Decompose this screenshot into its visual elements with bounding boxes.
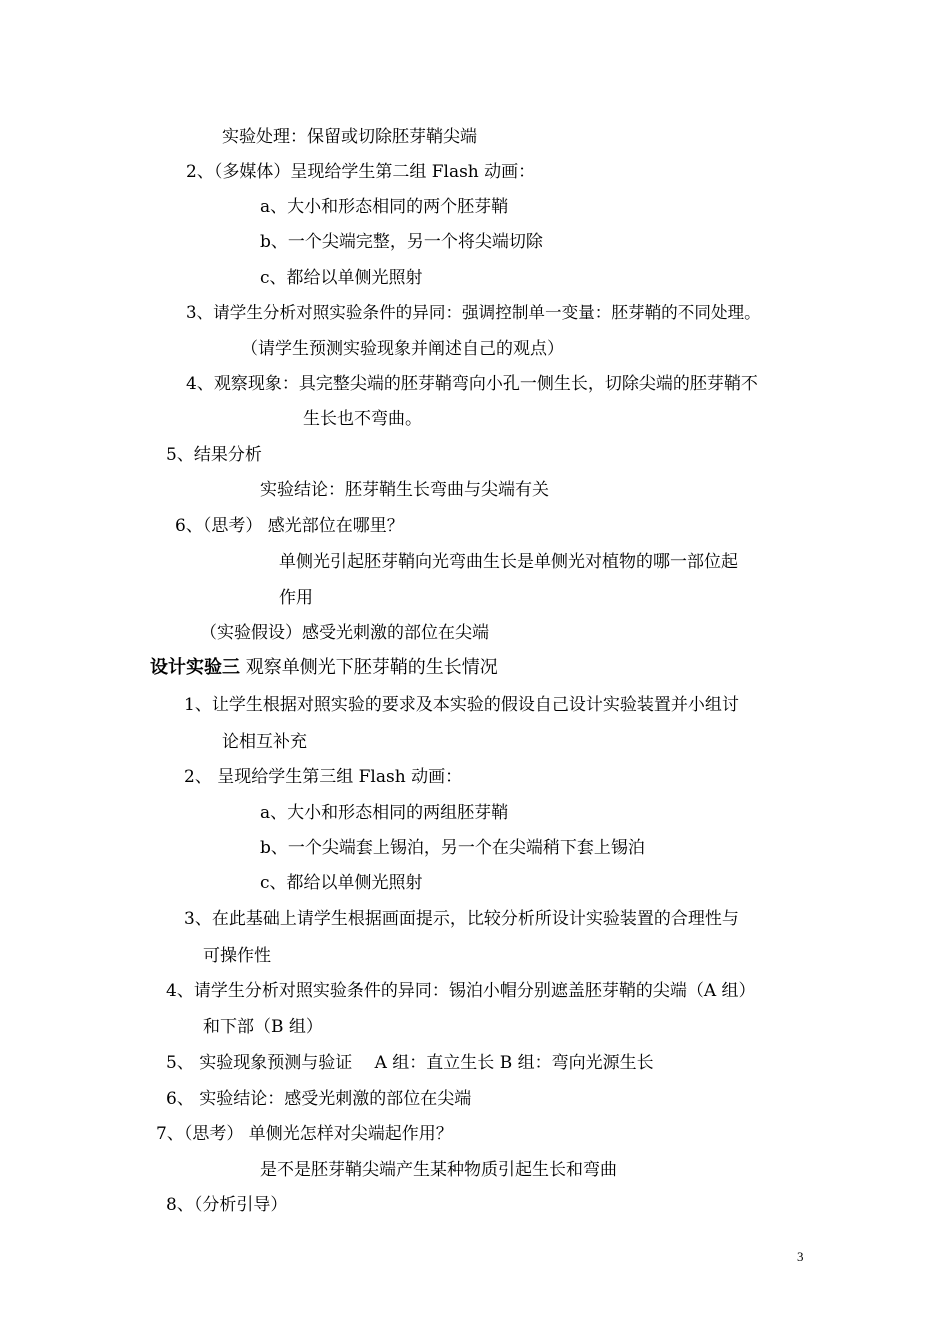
text-line: 作用 (279, 588, 313, 608)
text-line: 4、请学生分析对照实验条件的异同：锡泊小帽分别遮盖胚芽鞘的尖端（A 组） (166, 981, 756, 1001)
text-line: b、一个尖端完整，另一个将尖端切除 (260, 232, 543, 252)
text-line: 2、 呈现给学生第三组 Flash 动画： (184, 767, 463, 787)
text-line: c、都给以单侧光照射 (260, 873, 423, 893)
text-line: 论相互补充 (222, 732, 307, 752)
text-line: b、一个尖端套上锡泊，另一个在尖端稍下套上锡泊 (260, 838, 645, 858)
text-line: 7、（思考） 单侧光怎样对尖端起作用？ (156, 1124, 453, 1144)
text-line: 6、（思考） 感光部位在哪里？ (175, 516, 404, 536)
text-line: a、大小和形态相同的两组胚芽鞘 (260, 803, 509, 823)
text-line: 可操作性 (203, 946, 271, 966)
text-line: 1、让学生根据对照实验的要求及本实验的假设自己设计实验装置并小组讨 (184, 695, 739, 715)
text-line: 5、结果分析 (166, 445, 262, 465)
text-line: 3、在此基础上请学生根据画面提示，比较分析所设计实验装置的合理性与 (184, 909, 739, 929)
text-line: 和下部（B 组） (203, 1017, 323, 1037)
text-line: 8、（分析引导） (166, 1195, 288, 1215)
heading-title: 观察单侧光下胚芽鞘的生长情况 (240, 657, 498, 678)
text-line: （实验假设）感受光刺激的部位在尖端 (200, 623, 489, 643)
text-line: （请学生预测实验现象并阐述自己的观点） (241, 339, 564, 359)
section-heading (150, 657, 498, 679)
text-line: a、大小和形态相同的两个胚芽鞘 (260, 197, 509, 217)
text-line: c、都给以单侧光照射 (260, 268, 423, 288)
text-line: 实验处理：保留或切除胚芽鞘尖端 (222, 127, 477, 147)
text-line: 生长也不弯曲。 (303, 409, 422, 429)
text-line: 单侧光引起胚芽鞘向光弯曲生长是单侧光对植物的哪一部位起 (279, 552, 738, 572)
text-line: 是不是胚芽鞘尖端产生某种物质引起生长和弯曲 (260, 1160, 617, 1180)
text-line: 4、观察现象：具完整尖端的胚芽鞘弯向小孔一侧生长，切除尖端的胚芽鞘不 (186, 374, 758, 394)
text-line: 2、（多媒体）呈现给学生第二组 Flash 动画： (186, 162, 536, 182)
heading-label: 设计实验三 (150, 657, 240, 678)
text-line: 5、 实验现象预测与验证 A 组：直立生长 B 组：弯向光源生长 (166, 1053, 654, 1073)
text-line: 6、 实验结论：感受光刺激的部位在尖端 (166, 1089, 472, 1109)
page-number: 3 (797, 1249, 804, 1264)
text-line: 3、请学生分析对照实验条件的异同：强调控制单一变量：胚芽鞘的不同处理。 (186, 303, 761, 322)
text-line: 实验结论：胚芽鞘生长弯曲与尖端有关 (260, 480, 549, 500)
